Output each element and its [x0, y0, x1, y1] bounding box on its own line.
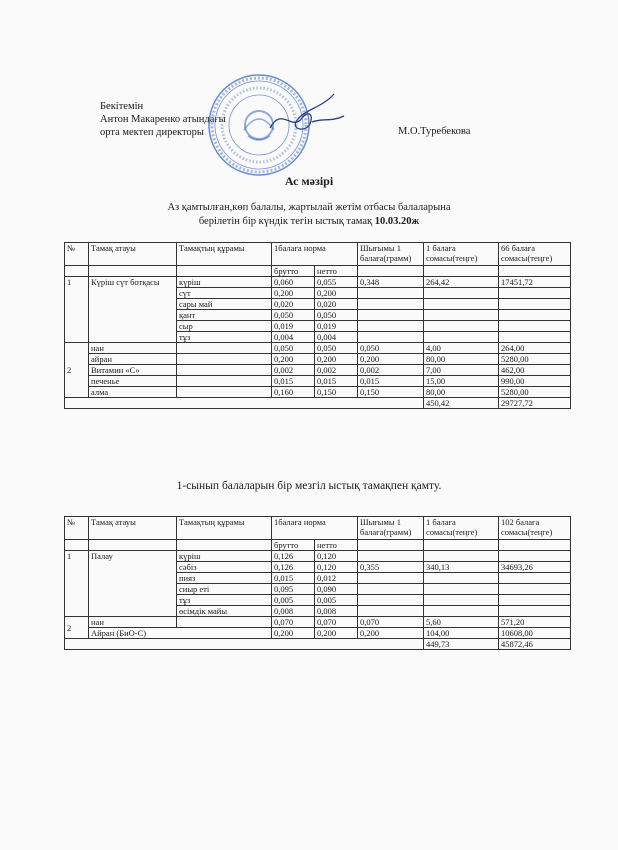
- price: 264,42: [424, 277, 499, 288]
- row-number: 2: [65, 343, 89, 398]
- subheader-cell: брутто: [272, 266, 315, 277]
- row-number: 1: [65, 551, 89, 617]
- table-row: [65, 551, 571, 562]
- total: 34693,26: [499, 562, 571, 573]
- price: 5,60: [424, 617, 499, 628]
- header-cell: Тамақ атауы: [89, 517, 177, 540]
- yield: 0,200: [358, 628, 424, 639]
- yield: 0,050: [358, 343, 424, 354]
- subheader-cell: нетто: [315, 540, 358, 551]
- ingredient: пияз: [177, 573, 272, 584]
- dish-name: Айран (БиО-С): [89, 628, 272, 639]
- header-cell: 1балаға норма: [272, 243, 358, 266]
- brutto: 0,050: [272, 343, 315, 354]
- netto: 0,150: [315, 387, 358, 398]
- dish-name: нан: [89, 343, 177, 354]
- total: 462,00: [499, 365, 571, 376]
- total-price: 450,42: [424, 398, 499, 409]
- table-row: [65, 277, 571, 288]
- total: 10608,00: [499, 628, 571, 639]
- netto: 0,012: [315, 573, 358, 584]
- yield: 0,348: [358, 277, 424, 288]
- brutto: 0,095: [272, 584, 315, 595]
- table-row: [65, 376, 571, 387]
- header-cell: 66 балаға сомасы(теңге): [499, 243, 571, 266]
- netto: 0,200: [315, 288, 358, 299]
- ingredient: күріш: [177, 277, 272, 288]
- price: 7,00: [424, 365, 499, 376]
- table-row: [65, 343, 571, 354]
- dish-name: печенье: [89, 376, 177, 387]
- netto: 0,004: [315, 332, 358, 343]
- header-cell: 1балаға норма: [272, 517, 358, 540]
- dish-name: Палау: [89, 551, 177, 617]
- header-cell: №: [65, 517, 89, 540]
- table-header-row: [65, 243, 571, 266]
- table-total-row: [65, 398, 571, 409]
- header-cell: Шығымы 1 балаға(грамм): [358, 517, 424, 540]
- netto: 0,055: [315, 277, 358, 288]
- netto: 0,200: [315, 354, 358, 365]
- section-2-title: 1-сынып балаларын бір мезгіл ыстық тамақпен қамту.: [176, 480, 442, 492]
- page-title: Ас мәзірі: [284, 174, 334, 188]
- brutto: 0,126: [272, 562, 315, 573]
- dish-name: алма: [89, 387, 177, 398]
- yield: 0,002: [358, 365, 424, 376]
- brutto: 0,070: [272, 617, 315, 628]
- netto: 0,050: [315, 310, 358, 321]
- header-cell: 1 балаға сомасы(теңге): [424, 517, 499, 540]
- yield: 0,150: [358, 387, 424, 398]
- total: 5280,00: [499, 387, 571, 398]
- dish-name: нан: [89, 617, 177, 628]
- menu-table-2: [64, 516, 571, 650]
- row-number: 2: [65, 617, 89, 639]
- ingredient: сары май: [177, 299, 272, 310]
- price: 80,00: [424, 354, 499, 365]
- total-sum: 29727,72: [499, 398, 571, 409]
- header-cell: 102 балаға сомасы(теңге): [499, 517, 571, 540]
- header-cell: Тамақ атауы: [89, 243, 177, 266]
- netto: 0,120: [315, 562, 358, 573]
- ingredient: сүт: [177, 288, 272, 299]
- yield: 0,070: [358, 617, 424, 628]
- table-row: [65, 617, 571, 628]
- brutto: 0,160: [272, 387, 315, 398]
- header-cell: №: [65, 243, 89, 266]
- approve-line-2: Антон Макаренко атындағы: [100, 114, 226, 125]
- subheader-cell: нетто: [315, 266, 358, 277]
- brutto: 0,019: [272, 321, 315, 332]
- netto: 0,070: [315, 617, 358, 628]
- netto: 0,015: [315, 376, 358, 387]
- dish-name: Күріш сүт ботқасы: [89, 277, 177, 343]
- total: 264,00: [499, 343, 571, 354]
- netto: 0,020: [315, 299, 358, 310]
- table-row: [65, 387, 571, 398]
- brutto: 0,002: [272, 365, 315, 376]
- header-cell: Шығымы 1 балаға(грамм): [358, 243, 424, 266]
- brutto: 0,200: [272, 288, 315, 299]
- approve-line-3: орта мектеп директоры: [100, 127, 204, 138]
- netto: 0,002: [315, 365, 358, 376]
- ingredient: тұз: [177, 332, 272, 343]
- price: 340,13: [424, 562, 499, 573]
- brutto: 0,050: [272, 310, 315, 321]
- header-cell: Тамақтың құрамы: [177, 517, 272, 540]
- brutto: 0,008: [272, 606, 315, 617]
- total: 5280,00: [499, 354, 571, 365]
- approve-line-1: Бекітемін: [100, 101, 144, 112]
- dish-name: Витамин «С»: [89, 365, 177, 376]
- price: 15,00: [424, 376, 499, 387]
- netto: 0,019: [315, 321, 358, 332]
- table-row: [65, 365, 571, 376]
- price: 4,00: [424, 343, 499, 354]
- brutto: 0,200: [272, 354, 315, 365]
- ingredient: күріш: [177, 551, 272, 562]
- ingredient: қант: [177, 310, 272, 321]
- ingredient: тұз: [177, 595, 272, 606]
- signature: [262, 88, 352, 140]
- director-name: М.О.Туребекова: [398, 126, 471, 137]
- brutto: 0,004: [272, 332, 315, 343]
- table-row: [65, 354, 571, 365]
- brutto: 0,126: [272, 551, 315, 562]
- total: 571,20: [499, 617, 571, 628]
- subtitle-1: Аз қамтылған,көп балалы, жартылай жетім отбасы балаларына: [167, 202, 451, 213]
- table-subheader-row: [65, 540, 571, 551]
- yield: 0,200: [358, 354, 424, 365]
- price: 104,00: [424, 628, 499, 639]
- yield: 0,355: [358, 562, 424, 573]
- row-number: 1: [65, 277, 89, 343]
- table-header-row: [65, 517, 571, 540]
- yield: 0,015: [358, 376, 424, 387]
- menu-table-1: [64, 242, 571, 409]
- ingredient: сиыр еті: [177, 584, 272, 595]
- table-row: [65, 628, 571, 639]
- table-total-row: [65, 639, 571, 650]
- netto: 0,008: [315, 606, 358, 617]
- ingredient: сәбіз: [177, 562, 272, 573]
- brutto: 0,200: [272, 628, 315, 639]
- menu-date: 10.03.20ж: [374, 216, 420, 227]
- total-price: 449,73: [424, 639, 499, 650]
- netto: 0,120: [315, 551, 358, 562]
- header-cell: 1 балаға сомасы(теңге): [424, 243, 499, 266]
- total: 17451,72: [499, 277, 571, 288]
- total: 990,00: [499, 376, 571, 387]
- brutto: 0,060: [272, 277, 315, 288]
- netto: 0,050: [315, 343, 358, 354]
- subtitle-2-text: берілетін бір күндік тегін ыстық тамақ: [198, 216, 375, 227]
- total-sum: 45872,46: [499, 639, 571, 650]
- brutto: 0,005: [272, 595, 315, 606]
- brutto: 0,015: [272, 573, 315, 584]
- price: 80,00: [424, 387, 499, 398]
- brutto: 0,015: [272, 376, 315, 387]
- netto: 0,005: [315, 595, 358, 606]
- ingredient: өсімдік майы: [177, 606, 272, 617]
- header-cell: Тамақтың құрамы: [177, 243, 272, 266]
- dish-name: айран: [89, 354, 177, 365]
- subtitle-2: [0, 216, 618, 227]
- netto: 0,090: [315, 584, 358, 595]
- brutto: 0,020: [272, 299, 315, 310]
- netto: 0,200: [315, 628, 358, 639]
- table-subheader-row: [65, 266, 571, 277]
- ingredient: сыр: [177, 321, 272, 332]
- subheader-cell: брутто: [272, 540, 315, 551]
